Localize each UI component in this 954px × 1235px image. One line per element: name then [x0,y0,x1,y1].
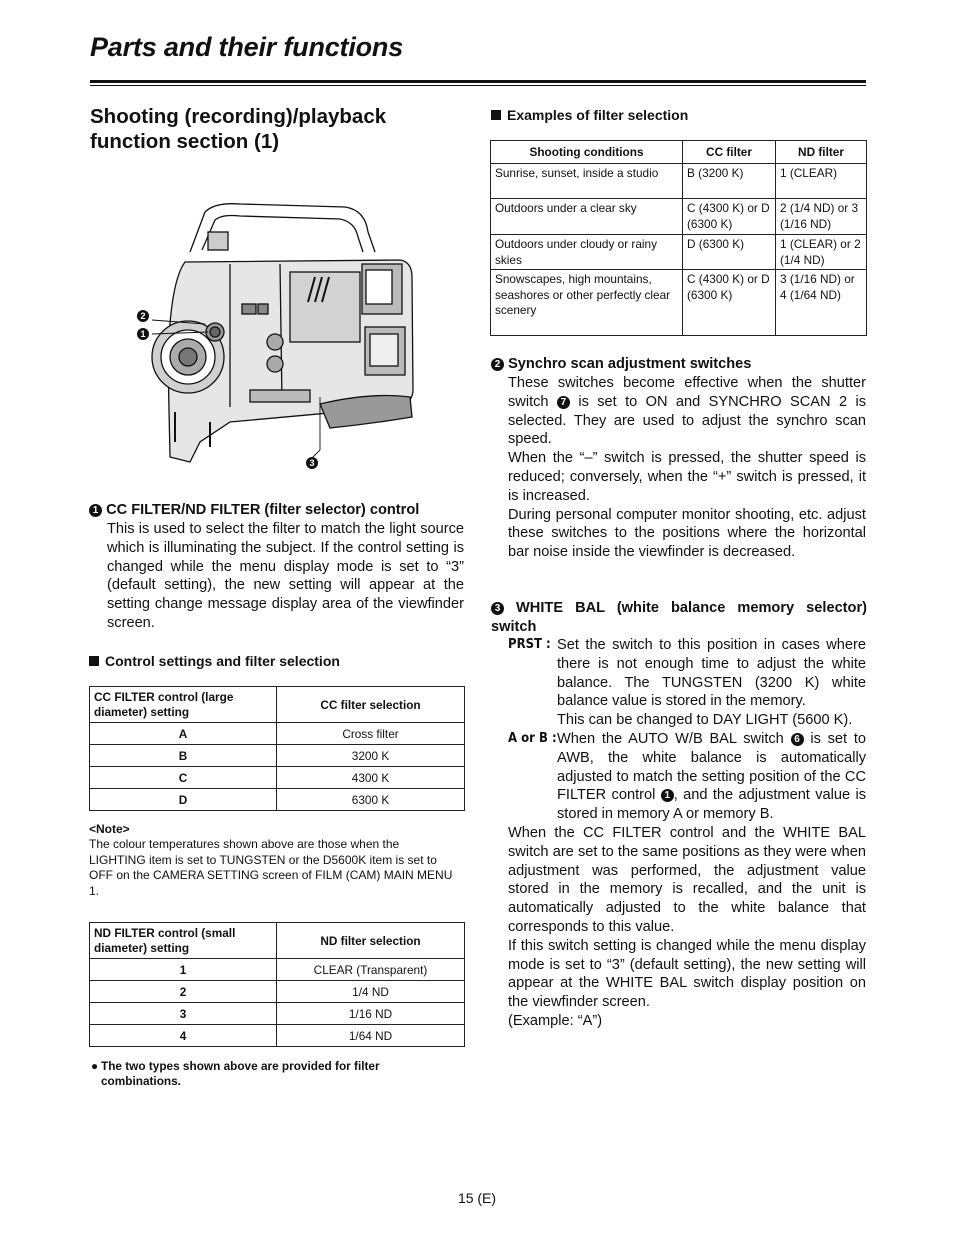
item2-body [508,374,866,562]
bullet-icon: ● [91,1059,99,1073]
table-row [90,1003,465,1025]
table-cell: 3 (1/16 ND) or 4 (1/64 ND) [776,270,867,336]
item3-example: (Example: “A”) [508,1012,603,1029]
item3-options [508,636,866,1031]
item3-paragraph: When the CC FILTER control and the WHITE BAL switch are set to the same positions as they were when adjustment was performed, the adjustment value stored in the memory is recalled, and the unit is automatically adjusted to the white balance that corresponds to this value. [508,824,866,935]
table-row [90,789,465,811]
item3-title: WHITE BAL (white balance memory selector) switch [491,600,867,635]
table-cell: 2 [90,981,277,1003]
square-bullet-icon [89,656,99,666]
table-cell: 1 (CLEAR) [776,164,867,199]
square-bullet-icon [491,110,501,120]
item2-title: Synchro scan adjustment switches [508,356,752,372]
table-row [90,723,465,745]
table-header-row [90,923,465,959]
ref-badge-7: 7 [557,396,570,409]
item2-paragraph: When the “–” switch is pressed, the shutter speed is reduced; conversely, when the “+” switch is pressed, it is increased. [508,450,866,504]
table-cell: B [90,745,277,767]
page-number: 15 (E) [457,1190,497,1206]
table-row [491,270,867,336]
item1-body: This is used to select the filter to match the light source which is illuminating the subject. If the control setting is changed while the menu display mode is set to “3” (default setting), the new setting will appear at the setting change message display area of the viewfinder screen. [107,521,464,631]
table-cell: 3 [90,1003,277,1025]
item2-paragraph: During personal computer monitor shooting, etc. adjust these switches to the positions where the horizontal bar noise inside the viewfinder is decreased. [508,506,866,561]
option-prst [508,636,866,730]
item1-title: CC FILTER/ND FILTER (filter selector) control [106,502,420,518]
table-row [491,235,867,270]
table-cell: 2 (1/4 ND) or 3 (1/16 ND) [776,199,867,235]
table-header-cell: ND filter selection [277,923,465,959]
examples-table [490,140,867,336]
table-cell: D [90,789,277,811]
item2-heading [491,355,867,374]
option-label: A or B : [508,730,557,746]
table-cell: Outdoors under a clear sky [491,199,683,235]
callout-3: 3 [306,457,318,469]
table-cell: 1/16 ND [277,1003,465,1025]
table-header-cell: CC FILTER control (large diameter) setting [90,687,277,723]
item3-heading [491,599,867,637]
table-cell: 3200 K [277,745,465,767]
table-cell: 1 (CLEAR) or 2 (1/4 ND) [776,235,867,270]
table-row [90,959,465,981]
table-cell: C [90,767,277,789]
option-a-or-b [508,730,866,824]
table-cell: 4300 K [277,767,465,789]
table-cell: C (4300 K) or D (6300 K) [683,199,776,235]
table-row [90,1025,465,1047]
callout-2: 2 [137,310,149,322]
note-label: <Note> [89,822,130,836]
table-header-cell: CC filter selection [277,687,465,723]
item2-number: 2 [491,358,504,371]
footnote [91,1059,451,1090]
option-label: PRST : [508,637,551,652]
table-cell: A [90,723,277,745]
cc-filter-table [89,686,465,811]
item1-heading [89,501,469,520]
section-title: Shooting (recording)/playback function section (1) [90,105,387,153]
examples-heading: Examples of filter selection [491,107,688,123]
table-header-row [90,687,465,723]
item1-number: 1 [89,504,102,517]
page-title: Parts and their functions [90,32,404,62]
item2-paragraph: These switches become effective when the shutter switch 7 is set to ON and SYNCHRO SCAN 2 is selected. They are used to adjust the synchro scan speed. [508,375,866,448]
table-header-cell: CC filter [683,141,776,164]
item3-paragraph: If this switch setting is changed while the menu display mode is set to “3” (default setting), the new setting will appear at the WHITE BAL switch display position on the viewfinder screen. [508,937,866,1011]
table-cell: Outdoors under cloudy or rainy skies [491,235,683,270]
option-text: This can be changed to DAY LIGHT (5600 K). [557,712,853,729]
table-header-cell: ND filter [776,141,867,164]
option-text: When the AUTO W/B BAL switch 6 is set to AWB, the white balance is automatically adjusted to match the setting position of the CC FILTER control 1 , and the adjustment value is stored in memory A or memory B. [557,730,867,823]
table-cell: 1 [90,959,277,981]
footnote-text: The two types shown above are provided for filter combinations. [101,1059,380,1089]
callout-1: 1 [137,328,149,340]
note-block [89,822,459,899]
table-cell: Sunrise, sunset, inside a studio [491,164,683,199]
table-cell: Snowscapes, high mountains, seashores or other perfectly clear scenery [491,270,683,336]
table-header-cell: Shooting conditions [491,141,683,164]
title-rule [90,80,866,86]
ref-badge-1: 1 [661,789,674,802]
nd-filter-table [89,922,465,1047]
table-row [90,981,465,1003]
table-cell: 1/4 ND [277,981,465,1003]
camera-illustration [130,192,430,482]
table-cell: C (4300 K) or D (6300 K) [683,270,776,336]
note-text: The colour temperatures shown above are those when the LIGHTING item is set to TUNGSTEN or the D5600K item is set to OFF on the CAMERA SETTING screen of FILM (CAM) MAIN MENU 1. [89,837,453,898]
table-cell: 6300 K [277,789,465,811]
control-settings-heading: Control settings and filter selection [89,653,340,669]
table-cell: B (3200 K) [683,164,776,199]
option-text: Set the switch to this position in cases where there is not enough time to adjust the white balance. The TUNGSTEN (3200 K) white balance value is stored in the memory. [557,637,866,710]
table-header-cell: ND FILTER control (small diameter) setting [90,923,277,959]
ref-badge-6: 6 [791,733,804,746]
table-cell: 4 [90,1025,277,1047]
table-row [90,745,465,767]
camcorder-drawing [130,192,430,482]
table-cell: CLEAR (Transparent) [277,959,465,981]
table-row [491,199,867,235]
table-row [90,767,465,789]
table-header-row [491,141,867,164]
table-cell: 1/64 ND [277,1025,465,1047]
table-cell: D (6300 K) [683,235,776,270]
table-cell: Cross filter [277,723,465,745]
item3-number: 3 [491,602,504,615]
table-row [491,164,867,199]
